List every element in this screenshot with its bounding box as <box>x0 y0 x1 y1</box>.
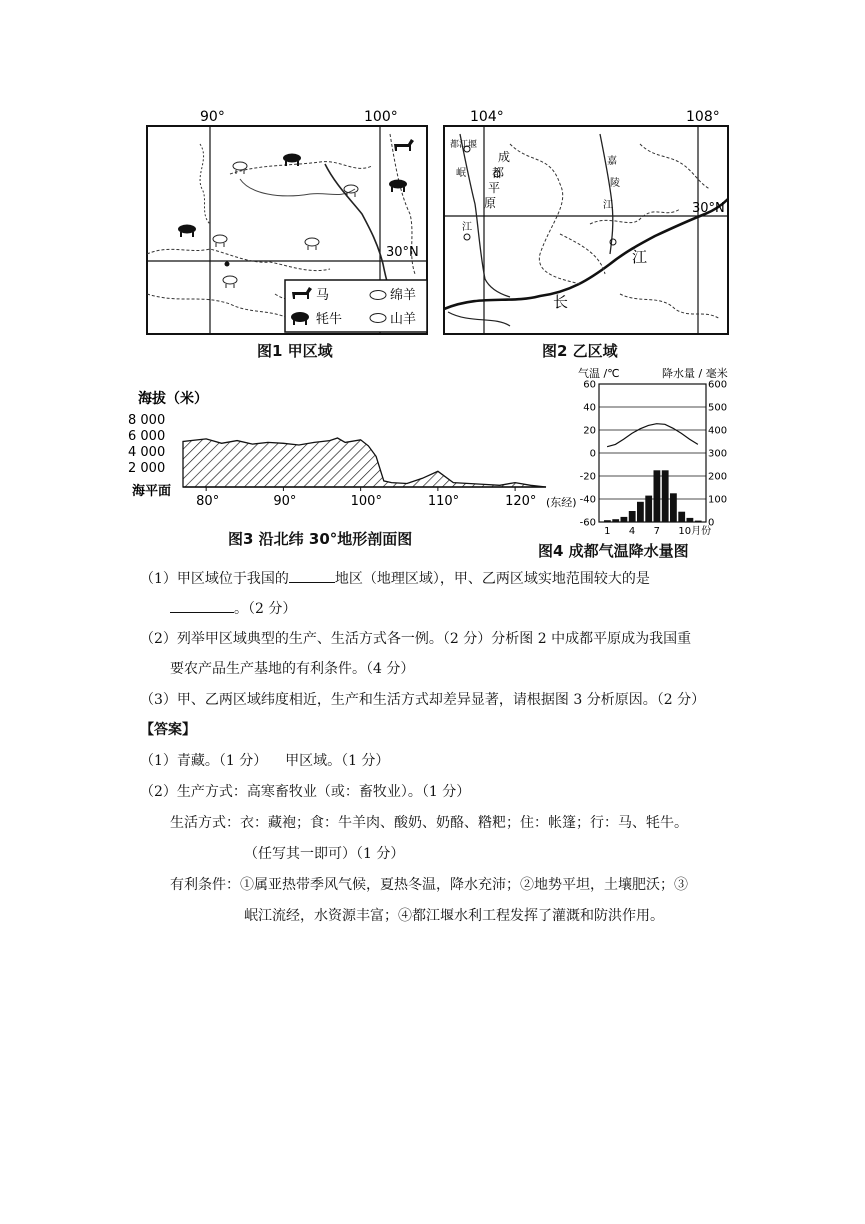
legend-horse: 马 <box>316 288 330 303</box>
fig3-xtick-label: 90° <box>273 494 297 509</box>
question-1-line-2 <box>170 598 296 619</box>
fig4-left-tick: 20 <box>583 425 596 437</box>
legend-sheep: 绵羊 <box>390 288 417 303</box>
q1-text-c: 。（2 分） <box>234 601 297 617</box>
fig4-month-tick: 4 <box>628 526 636 537</box>
fig3-sea-level: 海平面 <box>132 484 172 499</box>
label-cheng: 成 <box>498 150 511 164</box>
precipitation-bar <box>612 519 619 522</box>
question-2-line-1: （2）列举甲区域典型的生产、生活方式各一例。（2 分）分析图 2 中成都平原成为我国重 <box>140 631 692 647</box>
q1-blank-1[interactable] <box>289 568 335 583</box>
precipitation-bar <box>654 470 661 522</box>
terrain-profile-area <box>183 438 546 487</box>
fig4-caption: 图4 成都气温降水量图 <box>538 542 689 560</box>
label-min: 岷 <box>456 168 466 179</box>
figure-3 <box>128 385 577 515</box>
fig4-right-tick: 400 <box>708 425 728 437</box>
label-du: 都 <box>492 166 505 180</box>
fig4-right-axis-label: 降水量 / 毫米 <box>662 367 728 380</box>
answer-2-line-1: （2）生产方式：高寒畜牧业（或：畜牧业）。（1 分） <box>140 784 471 800</box>
fig4-right-tick: 600 <box>708 379 728 391</box>
answer-1: （1）青藏。（1 分） 甲区域。（1 分） <box>140 753 390 769</box>
fig4-left-tick: 40 <box>583 402 596 414</box>
answer-2-line-3: （任写其一即可）（1 分） <box>244 846 405 862</box>
precipitation-bar <box>687 518 694 522</box>
precipitation-bar <box>637 502 644 522</box>
label-dujiangyan: 都江堰 <box>450 140 478 150</box>
lon-label-100: 100° <box>364 109 398 125</box>
terrain-profile-chart <box>128 385 577 515</box>
label-jiang-min: 江 <box>462 222 472 233</box>
fig3-ytick: 6 000 <box>128 429 166 444</box>
label-chang: 长 <box>553 293 569 311</box>
question-2-line-2: 要农产品生产基地的有利条件。（4 分） <box>170 661 415 677</box>
precipitation-bar <box>678 512 685 522</box>
fig4-month-tick: 7 <box>653 526 660 537</box>
fig3-caption: 图3 沿北纬 30°地形剖面图 <box>228 530 413 548</box>
question-3: （3）甲、乙两区域纬度相近，生产和生活方式却差异显著，请根据图 3 分析原因。（2 分） <box>140 692 706 708</box>
precipitation-bar <box>662 470 669 522</box>
q1-blank-2[interactable] <box>170 598 234 613</box>
temperature-line <box>607 424 698 447</box>
fig4-left-tick: -60 <box>579 517 596 529</box>
lat-label-30n: 30°N <box>692 201 725 216</box>
answer-2-line-5: 岷江流经，水资源丰富；④都江堰水利工程发挥了灌溉和防洪作用。 <box>244 908 664 924</box>
lat-label-30n: 30°N <box>386 245 419 260</box>
fig4-left-axis-label: 气温 /℃ <box>578 367 620 380</box>
fig3-xtick-label: 110° <box>427 494 460 509</box>
legend-yak: 牦牛 <box>316 312 343 327</box>
fig4-month-tick: 1 <box>604 526 611 537</box>
label-jiang-jialing: 江 <box>603 200 613 211</box>
label-ling: 陵 <box>610 178 620 189</box>
fig4-right-tick: 300 <box>708 448 728 460</box>
figure-2 <box>440 104 732 336</box>
figure-1 <box>140 104 430 336</box>
region-yi-map <box>440 104 732 336</box>
fig4-left-tick: -40 <box>579 494 596 506</box>
answer-2-line-2: 生活方式：衣：藏袍；食：牛羊肉、酸奶、奶酪、糌粑；住：帐篷；行：马、牦牛。 <box>170 815 688 831</box>
precipitation-bar <box>670 493 677 522</box>
legend-goat: 山羊 <box>390 312 417 327</box>
fig4-month-tick: 10月份 <box>678 526 712 537</box>
label-ping: 平 <box>488 181 501 195</box>
fig3-xtick-label: 100° <box>350 494 382 509</box>
fig3-ylabel: 海拔（米） <box>138 391 208 407</box>
q1-text-a: （1）甲区域位于我国的 <box>140 571 289 587</box>
fig4-left-tick: 0 <box>589 448 596 460</box>
chengdu-climate-chart <box>566 364 726 536</box>
fig3-xtick-label: 120° <box>505 494 537 509</box>
lon-label-108: 108° <box>686 109 720 125</box>
fig3-xunit: (东经) <box>546 496 577 509</box>
fig1-caption: 图1 甲区域 <box>257 342 333 360</box>
precipitation-bar <box>695 521 702 522</box>
q1-text-b: 地区（地理区域），甲、乙两区域实地范围较大的是 <box>334 571 650 587</box>
fig4-right-tick: 500 <box>708 402 728 414</box>
question-1-line-1 <box>140 568 650 589</box>
label-jiang-yangtze: 江 <box>632 248 648 266</box>
lon-label-90: 90° <box>200 109 225 125</box>
fig2-caption: 图2 乙区域 <box>542 342 618 360</box>
fig3-ytick: 2 000 <box>128 461 166 476</box>
answer-heading: 【答案】 <box>140 722 196 738</box>
fig3-ytick: 8 000 <box>128 413 166 428</box>
precipitation-bar <box>604 520 611 522</box>
fig4-left-tick: -20 <box>579 471 596 483</box>
label-jia: 嘉 <box>607 156 617 167</box>
precipitation-bar <box>645 496 652 522</box>
fig4-right-tick: 200 <box>708 471 728 483</box>
fig3-ytick: 4 000 <box>128 445 166 460</box>
fig3-xtick-label: 80° <box>196 494 220 509</box>
fig4-right-tick: 100 <box>708 494 728 506</box>
answer-2-line-4: 有利条件：①属亚热带季风气候，夏热冬温，降水充沛；②地势平坦，土壤肥沃；③ <box>170 877 688 893</box>
precipitation-bar <box>629 511 636 522</box>
fig4-left-tick: 60 <box>583 379 596 391</box>
figure-4 <box>566 364 726 536</box>
fig4-right-tick: 0 <box>708 517 715 529</box>
region-jia-map <box>140 104 430 336</box>
label-yuan: 原 <box>484 196 497 210</box>
precipitation-bar <box>621 517 628 522</box>
lon-label-104: 104° <box>470 109 504 125</box>
